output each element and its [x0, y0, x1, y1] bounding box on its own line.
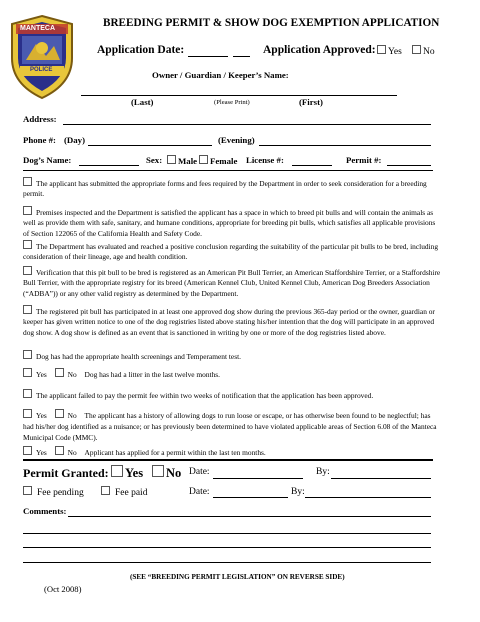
fee-by-label: By:	[291, 487, 305, 497]
yesno-item	[23, 368, 441, 380]
section-divider	[23, 170, 433, 171]
fee-date-label: Date:	[189, 487, 210, 497]
criterion-text: The registered pit bull has participated in at least one approved dog show during the previous 365-day period or the owner, guardian or keeper has given written notice to one of the dog registries listed above stating his/her intention that the dog will participate in an approved dog show. A dog show is defined as an event that is sanctioned in writing by one or more of the dog registries listed above.	[23, 307, 435, 337]
phone-label: Phone #:	[23, 135, 56, 145]
permit-field[interactable]	[387, 165, 431, 166]
yesno-yes-checkbox[interactable]	[23, 446, 32, 455]
address-field[interactable]	[63, 124, 431, 125]
yesno-no-label: No	[67, 370, 77, 379]
license-label: License #:	[246, 155, 284, 165]
criterion-text: The applicant has submitted the appropriate forms and fees required by the Department in order to seek consideration for a breeding permit.	[23, 179, 427, 199]
fee-pending-label: Fee pending	[37, 488, 84, 498]
criterion-text: Premises inspected and the Department is satisfied the applicant has a space in which to breed pit bulls and will contain the animals as well as provide them with safe, sanitary, and humane conditions, appropriate for breeding pit bulls, which satisfies all applicable provisions of Section 122065 of the California Health and Safety Code.	[23, 208, 436, 238]
sex-male-label: Male	[178, 156, 198, 166]
criterion-text: The Department has evaluated and reached a positive conclusion regarding the suitability of the particular pit bulls to be bred, including consideration of their lineage, age and health condition.	[23, 242, 439, 262]
granted-date-label: Date:	[189, 467, 210, 477]
criterion-text: Verification that this pit bull to be bred is registered as an American Pit Bull Terrier, an American Staffordshire Terrier, or a Staffordshire Bull Terrier, with the appropriate registry for its breed (American Kennel Club, United Kennel Club, American Dog Breeders Association (“ADBA”)) or any other valid registry as determined by the Department.	[23, 268, 441, 298]
phone-day-caption: (Day)	[64, 135, 86, 145]
sex-label: Sex:	[146, 155, 163, 165]
permit-granted-yes-label: Yes	[125, 466, 144, 480]
comments-line[interactable]	[23, 562, 431, 563]
yesno-no-checkbox[interactable]	[55, 368, 64, 377]
comments-line[interactable]	[68, 516, 431, 517]
fee-paid-label: Fee paid	[115, 488, 148, 498]
yesno-text: The applicant has a history of allowing dogs to run loose or escape, or has otherwise been found to be neglectful; has had his/her dog identified as a nuisance; or has previously been determined to have violated applicable areas of Section 6.08 of the Manteca Municipal Code (MMC).	[23, 411, 437, 442]
permit-granted-no-label: No	[166, 466, 182, 480]
fee-pending-checkbox[interactable]	[23, 486, 32, 495]
granted-date-field[interactable]	[213, 478, 303, 479]
granted-by-label: By:	[316, 467, 330, 477]
approved-yes-label: Yes	[388, 47, 402, 57]
badge-text-bottom: POLICE	[30, 67, 53, 73]
approved-yes-checkbox[interactable]	[377, 45, 386, 54]
phone-evening-field[interactable]	[259, 145, 431, 146]
permit-granted-no-option[interactable]	[152, 465, 181, 481]
yesno-yes-label: Yes	[36, 370, 47, 379]
form-title: BREEDING PERMIT & SHOW DOG EXEMPTION APPLICATION	[103, 17, 440, 29]
yesno-item	[23, 409, 441, 443]
application-date-field-2[interactable]	[233, 56, 250, 57]
yesno-no-label: No	[67, 448, 77, 457]
phone-day-field[interactable]	[88, 145, 212, 146]
yesno-no-label: No	[67, 411, 77, 420]
criterion-text: Dog has had the appropriate health screenings and Temperament test.	[36, 352, 241, 361]
approved-no-label: No	[423, 47, 435, 57]
fee-by-field[interactable]	[305, 497, 431, 498]
granted-by-field[interactable]	[331, 478, 431, 479]
address-label: Address:	[23, 114, 57, 124]
permit-granted-label: Permit Granted:	[23, 466, 109, 480]
yesno-yes-checkbox[interactable]	[23, 409, 32, 418]
please-print-caption: (Please Print)	[214, 99, 250, 106]
reverse-side-note: (SEE “BREEDING PERMIT LEGISLATION” ON REVERSE SIDE)	[130, 573, 345, 581]
police-badge-logo	[6, 14, 78, 100]
fee-paid-option[interactable]	[101, 486, 147, 498]
yesno-item	[23, 389, 441, 401]
sex-female-option[interactable]	[199, 155, 237, 166]
sex-female-checkbox[interactable]	[199, 155, 208, 164]
yesno-yes-checkbox[interactable]	[23, 368, 32, 377]
section-divider	[23, 459, 433, 461]
sex-male-checkbox[interactable]	[167, 155, 176, 164]
dog-name-field[interactable]	[79, 165, 139, 166]
yesno-yes-label: Yes	[36, 448, 47, 457]
sex-female-label: Female	[210, 156, 238, 166]
form-revision-date: (Oct 2008)	[44, 584, 82, 594]
permit-granted-yes-checkbox[interactable]	[111, 465, 123, 477]
application-date-field[interactable]	[188, 56, 228, 57]
yesno-text: Applicant has applied for a permit within the last ten months.	[84, 448, 266, 457]
yesno-yes-label: Yes	[36, 411, 47, 420]
criterion-item	[23, 305, 441, 338]
license-field[interactable]	[292, 165, 332, 166]
badge-text-top: MANTECA	[20, 25, 55, 32]
fee-pending-option[interactable]	[23, 486, 84, 498]
comments-label: Comments:	[23, 506, 67, 516]
first-name-caption: (First)	[299, 97, 323, 107]
criterion-checkbox[interactable]	[23, 266, 32, 275]
yesno-text: Dog has had a litter in the last twelve months.	[84, 370, 220, 379]
sex-male-option[interactable]	[167, 155, 197, 166]
criterion-checkbox[interactable]	[23, 177, 32, 186]
application-approved-label: Application Approved:	[263, 44, 376, 56]
yesno-text: The applicant failed to pay the permit fee within two weeks of notification that the application has been approved.	[36, 391, 374, 400]
approved-no-checkbox[interactable]	[412, 45, 421, 54]
application-date-label: Application Date:	[97, 44, 185, 56]
dog-name-label: Dog’s Name:	[23, 155, 72, 165]
criterion-checkbox[interactable]	[23, 389, 32, 398]
criterion-checkbox[interactable]	[23, 305, 32, 314]
criterion-item	[23, 177, 441, 200]
last-name-caption: (Last)	[131, 97, 154, 107]
permit-label: Permit #:	[346, 155, 382, 165]
criterion-item	[23, 350, 441, 362]
yesno-item	[23, 446, 441, 458]
phone-evening-caption: (Evening)	[218, 135, 255, 145]
comments-line[interactable]	[23, 533, 431, 534]
criterion-checkbox[interactable]	[23, 206, 32, 215]
comments-line[interactable]	[23, 547, 431, 548]
fee-paid-checkbox[interactable]	[101, 486, 110, 495]
owner-name-label: Owner / Guardian / Keeper’s Name:	[152, 70, 289, 80]
criterion-item	[23, 266, 441, 299]
permit-granted-yes-option[interactable]	[111, 465, 143, 481]
approved-no-option[interactable]	[412, 45, 435, 57]
criterion-item	[23, 206, 441, 239]
approved-yes-option[interactable]	[377, 45, 402, 57]
permit-granted-no-checkbox[interactable]	[152, 465, 164, 477]
yesno-no-checkbox[interactable]	[55, 446, 64, 455]
criterion-item	[23, 240, 441, 263]
yesno-no-checkbox[interactable]	[55, 409, 64, 418]
criterion-checkbox[interactable]	[23, 240, 32, 249]
owner-name-field[interactable]	[81, 95, 397, 96]
criterion-checkbox[interactable]	[23, 350, 32, 359]
fee-date-field[interactable]	[213, 497, 288, 498]
